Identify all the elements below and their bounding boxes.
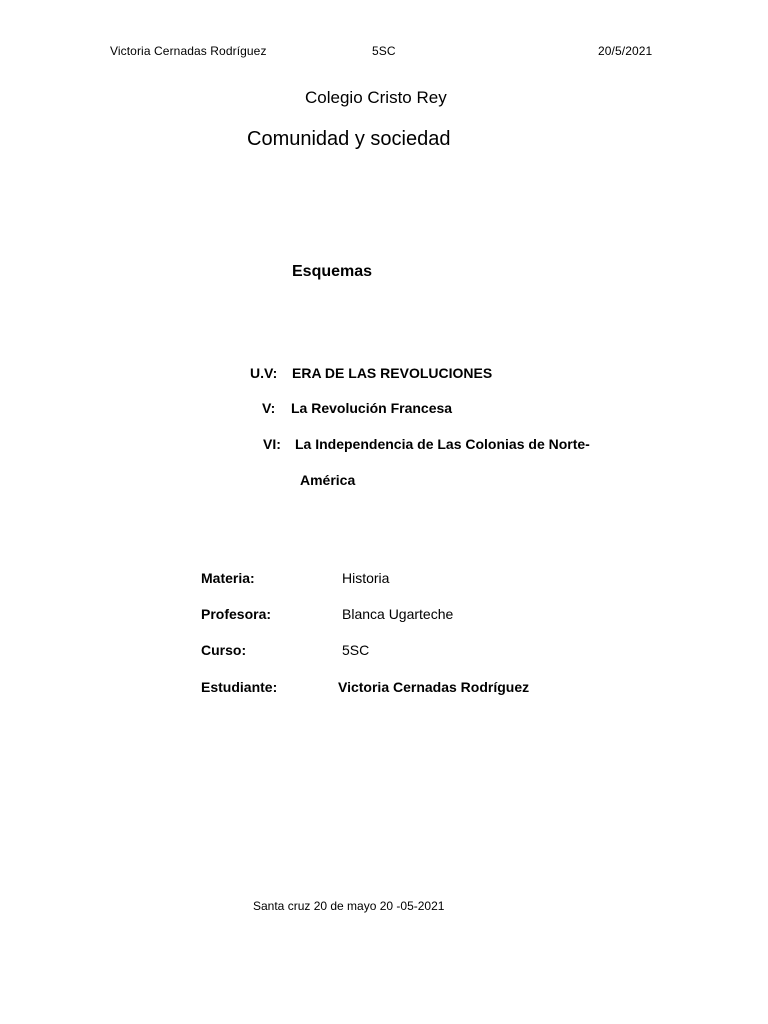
unit-label: VI: xyxy=(263,436,281,452)
unit-label: V: xyxy=(262,400,276,416)
info-row-estudiante xyxy=(201,679,529,695)
info-label: Estudiante: xyxy=(201,679,278,695)
info-label: Materia: xyxy=(201,570,255,586)
info-value: Blanca Ugarteche xyxy=(342,606,454,622)
school-name: Colegio Cristo Rey xyxy=(305,88,447,107)
unit-item xyxy=(263,436,590,452)
unit-text: La Independencia de Las Colonias de Norte- xyxy=(295,436,590,452)
info-row-materia xyxy=(201,570,389,586)
unit-heading xyxy=(250,365,492,381)
unit-text-continuation: América xyxy=(300,472,356,488)
info-label: Profesora: xyxy=(201,606,272,622)
unit-text: La Revolución Francesa xyxy=(291,400,453,416)
info-row-curso xyxy=(201,642,369,658)
subject-title: Comunidad y sociedad xyxy=(247,128,451,150)
header-course: 5SC xyxy=(372,44,396,58)
info-row-profesora xyxy=(201,606,453,622)
header-student-name: Victoria Cernadas Rodríguez xyxy=(110,44,267,58)
document-type-heading: Esquemas xyxy=(292,263,373,280)
unit-label: U.V: xyxy=(250,365,278,381)
info-value: Victoria Cernadas Rodríguez xyxy=(338,679,530,695)
unit-item xyxy=(262,400,452,416)
info-value: Historia xyxy=(342,570,390,586)
unit-text: ERA DE LAS REVOLUCIONES xyxy=(292,365,493,381)
header-date: 20/5/2021 xyxy=(598,44,653,58)
footer-place-date: Santa cruz 20 de mayo 20 -05-2021 xyxy=(253,899,445,913)
info-value: 5SC xyxy=(342,642,370,658)
info-label: Curso: xyxy=(201,642,247,658)
